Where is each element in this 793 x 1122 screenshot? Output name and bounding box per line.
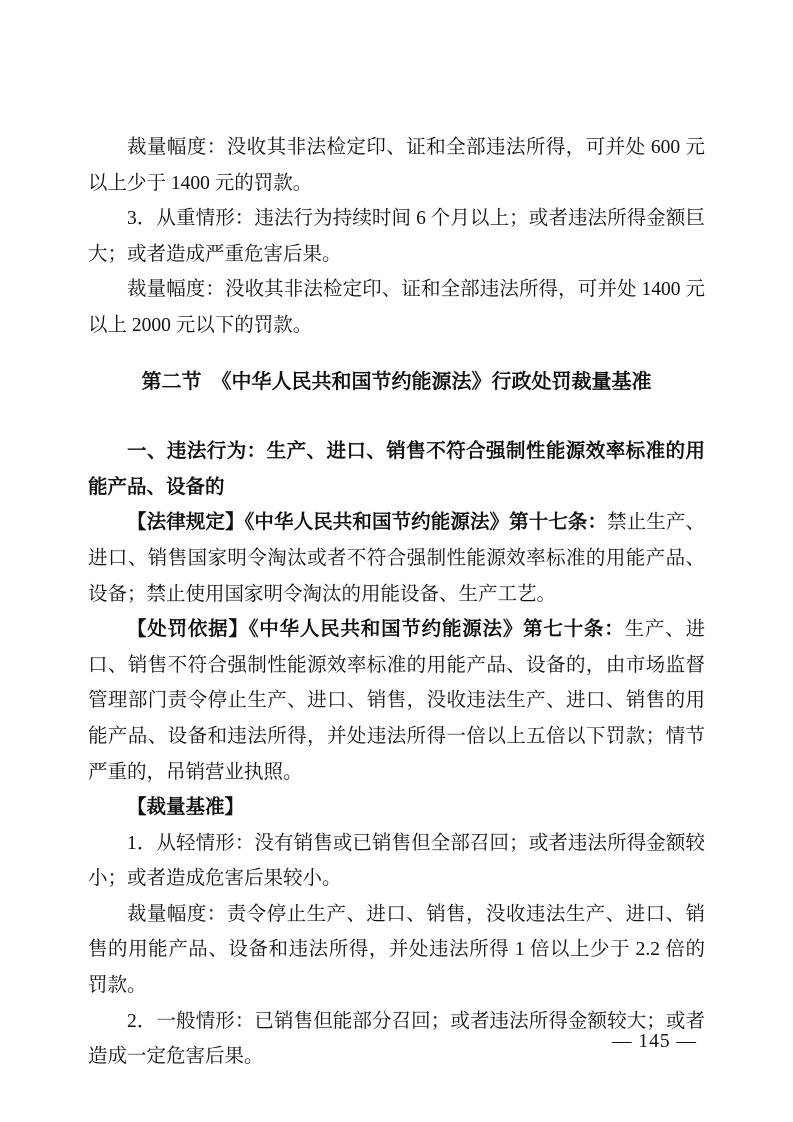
aggravating-circumstance-text: 3．从重情形：违法行为持续时间 6 个月以上；或者违法所得金额巨大；或者造成严重危害后果。 xyxy=(88,208,705,265)
penalty-range-text-1: 裁量幅度：没收其非法检定印、证和全部违法所得，可并处 600 元以上少于 1400 元的罚款。 xyxy=(88,137,705,194)
aggravating-circumstance-paragraph xyxy=(88,201,705,272)
penalty-basis-text: 生产、进口、销售不符合强制性能源效率标准的用能产品、设备的，由市场监督管理部门责令停止生产、进口、销售，没收违法生产、进口、销售的用能产品、设备和违法所得，并处违法所得一倍以上五倍以下罚款；情节严重的，吊销营业执照。 xyxy=(88,619,705,783)
mitigating-circumstance-paragraph xyxy=(88,826,705,897)
legal-basis-text: 禁止生产、进口、销售国家明令淘汰或者不符合强制性能源效率标准的用能产品、设备；禁止使用国家明令淘汰的用能设备、生产工艺。 xyxy=(88,512,705,605)
penalty-range-paragraph-1 xyxy=(88,130,705,201)
violation-heading: 一、违法行为：生产、进口、销售不符合强制性能源效率标准的用能产品、设备的 xyxy=(88,440,705,498)
penalty-range-text-2: 裁量幅度：没收其非法检定印、证和全部违法所得，可并处 1400 元以上 2000 元以下的罚款。 xyxy=(88,279,705,336)
legal-basis-label: 【法律规定】《中华人民共和国节约能源法》第十七条： xyxy=(127,512,608,534)
penalty-range-paragraph-3 xyxy=(88,897,705,1004)
discretion-standard-heading: 【裁量基准】 xyxy=(127,797,245,819)
page-number: — 145 — xyxy=(612,1031,697,1052)
general-circumstance-text: 2．一般情形：已销售但能部分召回；或者违法所得金额较大；或者造成一定危害后果。 xyxy=(88,1010,705,1068)
penalty-basis-paragraph xyxy=(88,612,705,790)
penalty-basis-label: 【处罚依据】《中华人民共和国节约能源法》第七十条： xyxy=(127,619,625,641)
section-heading: 第二节 《中华人民共和国节约能源法》行政处罚裁量基准 xyxy=(141,370,652,393)
document-page-body xyxy=(88,130,705,1075)
penalty-range-text-3: 裁量幅度：责令停止生产、进口、销售，没收违法生产、进口、销售的用能产品、设备和违法所得，并处违法所得 1 倍以上少于 2.2 倍的罚款。 xyxy=(88,903,705,997)
legal-basis-paragraph xyxy=(88,505,705,612)
mitigating-circumstance-text: 1．从轻情形：没有销售或已销售但全部召回；或者违法所得金额较小；或者造成危害后果较小。 xyxy=(88,832,705,890)
penalty-range-paragraph-2 xyxy=(88,272,705,343)
